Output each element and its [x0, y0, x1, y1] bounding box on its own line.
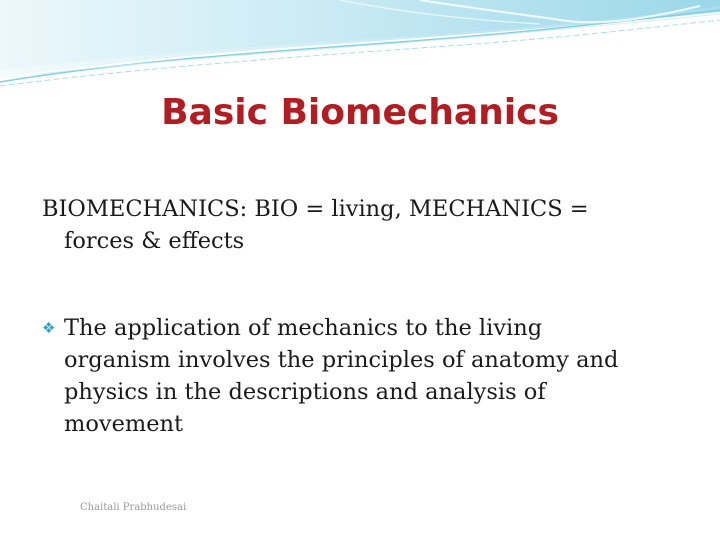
bullet-text-1: The application of mechanics to the living [64, 315, 543, 341]
definition-line-2: forces & effects [64, 228, 245, 254]
header-wave-decoration [0, 0, 720, 90]
slide-title: Basic Biomechanics [161, 92, 559, 133]
bullet-line-1 [42, 312, 692, 344]
leaf-bullet-icon: ❖ [42, 319, 56, 337]
bullet-line-4: movement [64, 411, 184, 437]
bullet-paragraph [42, 312, 692, 440]
definition-paragraph [42, 193, 682, 257]
definition-line-1: BIOMECHANICS: BIO = living, MECHANICS = [42, 196, 589, 222]
bullet-line-2: organism involves the principles of anatomy and [64, 347, 619, 373]
bullet-line-3: physics in the descriptions and analysis of [64, 379, 546, 405]
footer-author: Chaitali Prabhudesai [80, 502, 187, 513]
